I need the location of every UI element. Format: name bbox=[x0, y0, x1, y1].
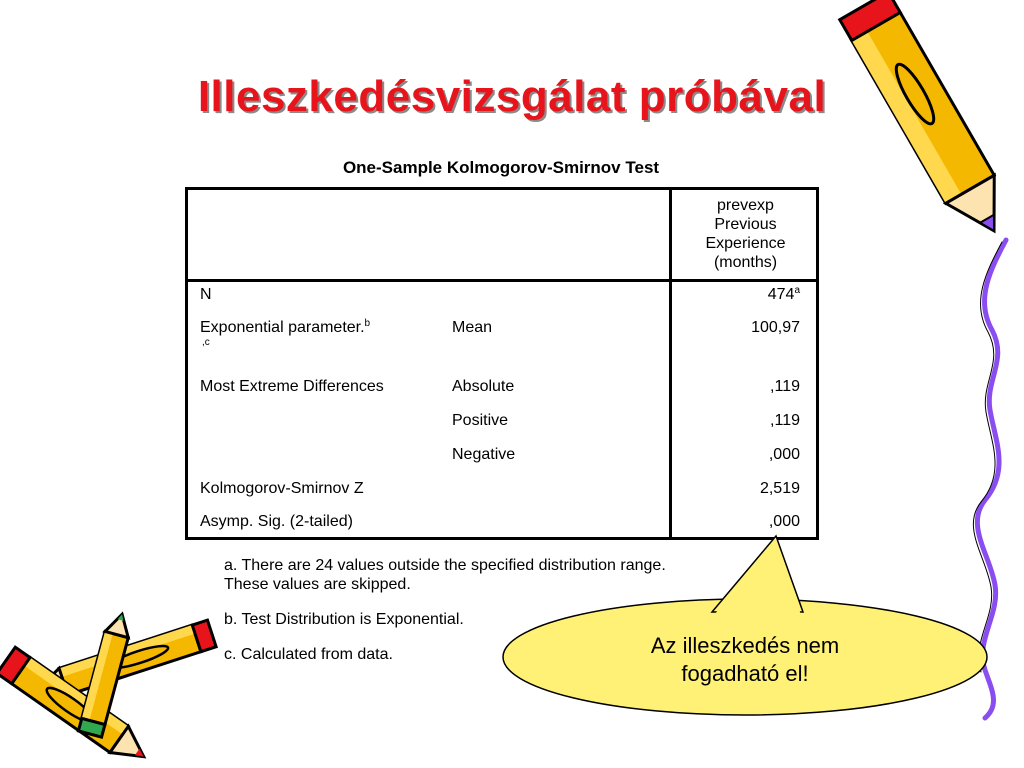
row-value: ,000 bbox=[768, 446, 800, 463]
row-label: N bbox=[200, 286, 212, 303]
pencil-icon bbox=[840, 0, 1018, 245]
column-header-line: (months) bbox=[713, 254, 778, 271]
callout-bubble bbox=[503, 536, 987, 715]
footnote-marker-continued: ,c bbox=[202, 337, 210, 348]
row-value: ,000 bbox=[768, 513, 800, 530]
row-sublabel: Positive bbox=[452, 412, 509, 429]
row-value: 2,519 bbox=[759, 480, 800, 497]
footnote-a-continued: These values are skipped. bbox=[224, 576, 411, 593]
row-label: Asymp. Sig. (2-tailed) bbox=[200, 513, 353, 530]
row-sublabel: Absolute bbox=[452, 378, 515, 395]
row-value-text: 474 bbox=[767, 286, 795, 303]
column-header-line: Experience bbox=[705, 235, 786, 252]
row-label: Most Extreme Differences bbox=[200, 378, 384, 395]
row-sublabel: Mean bbox=[452, 319, 493, 336]
row-label: Kolmogorov-Smirnov Z bbox=[200, 480, 364, 497]
callout-line: Az illeszkedés nem bbox=[650, 633, 840, 658]
column-header-line: prevexp bbox=[717, 197, 774, 214]
footnote-marker: b bbox=[364, 318, 371, 329]
column-header-line: Previous bbox=[714, 216, 777, 233]
footnote-c: c. Calculated from data. bbox=[224, 646, 393, 663]
footnote-a: a. There are 24 values outside the specified distribution range. bbox=[224, 557, 666, 574]
callout-line: fogadható el! bbox=[681, 661, 809, 686]
table-caption: One-Sample Kolmogorov-Smirnov Test bbox=[342, 158, 660, 177]
footnote-b: b. Test Distribution is Exponential. bbox=[224, 611, 464, 628]
slide-title: Illeszkedésvizsgálat próbával bbox=[197, 72, 827, 121]
row-value: ,119 bbox=[770, 412, 800, 429]
row-value: 100,97 bbox=[751, 319, 800, 336]
row-label-text: Exponential parameter. bbox=[200, 319, 365, 336]
row-sublabel: Negative bbox=[452, 446, 516, 463]
callout-text bbox=[600, 632, 890, 688]
footnote-marker: a bbox=[794, 285, 800, 296]
row-value: ,119 bbox=[770, 378, 800, 395]
